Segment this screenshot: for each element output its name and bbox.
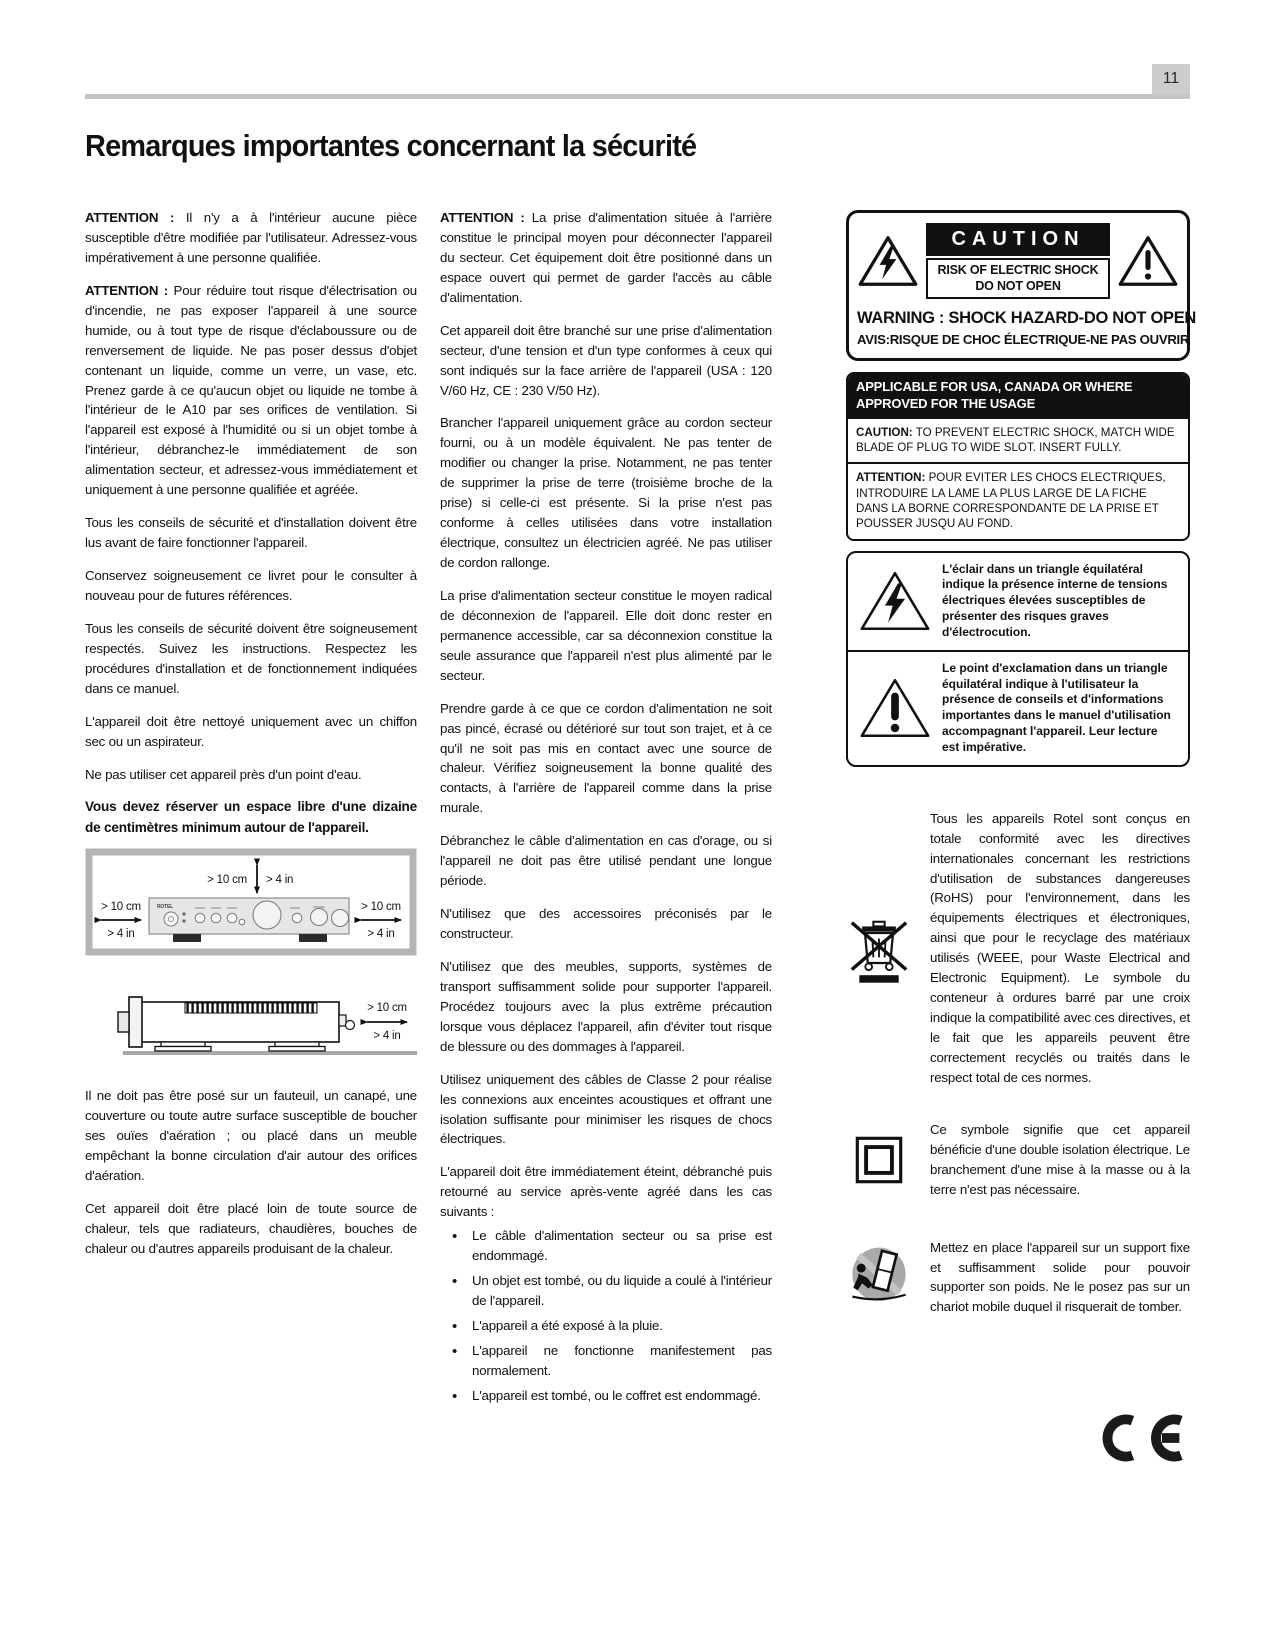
list-item: • L'appareil ne fonctionne manifestement pas normalement.: [450, 1341, 772, 1381]
cart-text: Mettez en place l'appareil sur un support fixe et suffisamment solide pour pouvoir supporter son poids. Ne le posez pas sur un chariot mobile duquel il risquerait de tomber.: [930, 1239, 1190, 1315]
applicable-caution-row: [848, 419, 1188, 463]
avis-text: AVIS:RISQUE DE CHOC ÉLECTRIQUE-NE PAS OUVRIR: [857, 332, 1190, 348]
paragraph-lead: ATTENTION :: [85, 210, 175, 225]
applicable-attention-row: [848, 462, 1188, 538]
paragraph: L'appareil doit être immédiatement éteint, débranché puis retourné au service après-vente agréé dans les cas suivants :: [440, 1164, 772, 1220]
left-column: [85, 208, 417, 1272]
list-item: • Un objet est tombé, ou du liquide a coulé à l'intérieur de l'appareil.: [450, 1271, 772, 1311]
caution-label-box: [846, 210, 1197, 361]
amplifier-side: [118, 997, 355, 1051]
clearance-label-cm: > 10 cm: [361, 901, 401, 914]
exclamation-symbol-row: [848, 650, 1188, 765]
weee-bin-icon: [849, 910, 909, 986]
ce-mark-icon: [1090, 1413, 1190, 1463]
rohs-text: Tous les appareils Rotel sont conçus en totale conformité avec les directives internationales concernant les restrictions d'utilisation de substances dangereuses (RoHS) pour l'environnement, dans les équipements électriques et électroniques, ainsi que pour le recyclage des matériaux utilisés (WEEE, pour Waste Electrical and Electronic Equipment). Le symbole du conteneur à ordures barré par une croix indique la compatibilité avec ces directives, et le fait que les appareils peuvent être correctement recyclés ou traités dans le respect total de ces normes.: [930, 810, 1190, 1085]
risk-line: RISK OF ELECTRIC SHOCK: [937, 263, 1099, 277]
paragraph-text: Il n'y a à l'intérieur aucune pièce susceptible d'être modifiée par l'utilisateur. Adressez-vous impérativement à une personne qualifiée.: [85, 210, 417, 265]
paragraph: Cet appareil doit être branché sur une prise d'alimentation secteur, d'une tension et d'un type conformes à ceux qui sont indiqués sur la face arrière de l'appareil (USA : 120 V/60 Hz, CE : 230 V/50 Hz).: [440, 322, 772, 398]
paragraph-lead: ATTENTION :: [440, 210, 525, 225]
attention-text: POUR EVITER LES CHOCS ELECTRIQUES, INTRODUIRE LA LAME LA PLUS LARGE DE LA FICHE DANS LA BORNE CORRESPONDANTE DE LA PRISE ET POUSSER JUSQU AU FOND.: [856, 471, 1166, 531]
clearance-note: Vous devez réserver un espace libre d'une dizaine de centimètres minimum autour de l'appareil.: [85, 799, 417, 835]
exclamation-triangle-icon: [1117, 233, 1179, 289]
paragraph: Conservez soigneusement ce livret pour le consulter à nouveau pour de futures références.: [85, 568, 417, 603]
caution-lead: CAUTION:: [856, 425, 913, 439]
header-rule: [85, 94, 1190, 99]
brand-label: ROTEL: [157, 904, 173, 911]
symbol-explanation-box: [846, 551, 1190, 767]
paragraph: Ne pas utiliser cet appareil près d'un point d'eau.: [85, 766, 362, 782]
paragraph: Il ne doit pas être posé sur un fauteuil, un canapé, une couverture ou toute autre surface susceptible de boucher ses ouïes d'aération ; ou placé dans un meuble empêchant la bonne circulation d'air autour des orifices d'aération.: [85, 1088, 417, 1183]
risk-text-box: [926, 258, 1110, 299]
cart-warning-block: [846, 1238, 1190, 1318]
lightning-symbol-text: L'éclair dans un triangle équilatéral indique la présence interne de tensions électriques élevées susceptibles de présenter des risques graves d'électrocution.: [942, 561, 1168, 639]
middle-column: [440, 208, 772, 1411]
clearance-label-in: > 4 in: [367, 928, 395, 941]
attention-lead: ATTENTION:: [856, 471, 926, 485]
amplifier-front: [149, 898, 349, 942]
exclamation-symbol-text: Le point d'exclamation dans un triangle équilatéral indique à l'utilisateur la présence de conseils et d'informations importantes dans le manuel d'utilisation accompagnant l'appareil. Leur lecture est impérative.: [942, 660, 1171, 754]
clearance-label-cm: > 10 cm: [101, 901, 141, 914]
ce-mark-wrap: [1090, 1413, 1190, 1469]
paragraph: Tous les conseils de sécurité et d'installation doivent être lus avant de faire fonctionner l'appareil.: [85, 515, 417, 551]
list-item: • L'appareil est tombé, ou le coffret est endommagé.: [450, 1386, 772, 1406]
insulation-text: Ce symbole signifie que cet appareil bénéficie d'une double isolation électrique. Le branchement d'une mise à la masse ou à la terre n'est pas nécessaire.: [930, 1121, 1190, 1197]
paragraph: Prendre garde à ce que ce cordon d'alimentation ne soit pas pincé, écrasé ou détérioré sur tout son trajet, et à ce qu'il ne soit pas mis en contact avec une source de chaleur. Vérifiez soigneusement la bonne qualité des contacts, à l'arrière de l'appareil comme dans la prise murale.: [440, 700, 772, 816]
exclamation-triangle-icon: [858, 675, 932, 741]
paragraph: Utilisez uniquement des câbles de Classe 2 pour réalise les connexions aux enceintes acoustiques et offrant une isolation suffisante pour minimiser les risques de chocs électriques.: [440, 1071, 772, 1147]
paragraph: L'appareil doit être nettoyé uniquement avec un chiffon sec ou un aspirateur.: [85, 713, 417, 749]
double-insulation-icon: [855, 1136, 903, 1184]
rohs-weee-block: [846, 809, 1190, 1088]
paragraph: [440, 208, 772, 308]
risk-line: DO NOT OPEN: [975, 279, 1061, 294]
clearance-label-in: > 4 in: [266, 874, 294, 887]
paragraph: [85, 281, 417, 500]
clearance-side-diagram: [85, 984, 417, 1070]
caution-heading: CAUTION: [926, 223, 1110, 256]
list-item: • L'appareil a été exposé à la pluie.: [450, 1316, 772, 1336]
page-title: Remarques importantes concernant la sécurité: [85, 128, 697, 163]
paragraph-text: Pour réduire tout risque d'électrisation ou d'incendie, ne pas exposer l'appareil à une source humide, ou à tout type de risque d'éclaboussure ou de renversement de liquide. Ne pas poser dessus d'objet contenant un liquide, comme un verre, un vase, etc. Prenez garde à ce qu'aucun objet ou liquide ne tombe à l'intérieur de le A10 par ses orifices de ventilation. Si l'appareil est exposé à l'humidité ou si un objet tombe à l'intérieur, débranchez-le immédiatement de son alimentation secteur, et adressez-vous immédiatement et uniquement à une personne qualifiée et agréée.: [85, 282, 417, 498]
warning-text: WARNING : SHOCK HAZARD-DO NOT OPEN: [857, 308, 1197, 327]
clearance-label-cm: > 10 cm: [367, 1002, 407, 1015]
clearance-label-in: > 4 in: [107, 928, 135, 941]
paragraph: Brancher l'appareil uniquement grâce au cordon secteur fourni, ou à un modèle équivalent. Ne pas tenter de modifier ou changer la prise. Notamment, ne pas tenter de supprimer la prise de terre (troisième broche de la prise) si celle-ci est présente. Si la prise n'est pas conforme à celles utilisées dans votre installation électrique, consultez un électricien agréé. Ne pas utiliser de cordon rallonge.: [440, 415, 772, 570]
paragraph: N'utilisez que des meubles, supports, systèmes de transport suffisamment solide pour supporter l'appareil. Procédez toujours avec la plus extrême précaution lorsque vous déplacez l'appareil, afin d'éviter tout risque de blessure ou des dommages à l'appareil.: [440, 958, 772, 1054]
paragraph-lead: ATTENTION :: [85, 282, 169, 298]
paragraph: Tous les conseils de sécurité doivent être soigneusement respectés. Suivez les instructions. Respectez les procédures d'installation et de fonctionnement indiquées dans ce manuel.: [85, 620, 417, 696]
fault-condition-list: [450, 1226, 772, 1406]
right-column: [846, 210, 1197, 1469]
clearance-label-in: > 4 in: [373, 1030, 401, 1043]
clearance-front-diagram: [85, 848, 417, 956]
lightning-triangle-icon: [857, 233, 919, 289]
caution-text: TO PREVENT ELECTRIC SHOCK, MATCH WIDE BLADE OF PLUG TO WIDE SLOT. INSERT FULLY.: [856, 425, 1175, 455]
page-number: 11: [1152, 64, 1190, 94]
applicable-box: [846, 372, 1190, 541]
paragraph: [85, 208, 417, 268]
paragraph: Débranchez le câble d'alimentation en cas d'orage, ou si l'appareil ne doit pas être utilisé pendant une longue période.: [440, 833, 772, 889]
paragraph: N'utilisez que des accessoires préconisés par le constructeur.: [440, 906, 772, 941]
applicable-header: APPLICABLE FOR USA, CANADA OR WHERE APPROVED FOR THE USAGE: [848, 374, 1188, 419]
lightning-symbol-row: [848, 553, 1188, 650]
lightning-triangle-icon: [858, 568, 932, 634]
paragraph-text: La prise d'alimentation située à l'arrière constitue le principal moyen pour déconnecter l'appareil du secteur. Cet équipement doit être positionné dans un espace ouvert qui permet de garder l'accès au câble d'alimentation.: [440, 210, 772, 305]
paragraph: Cet appareil doit être placé loin de toute source de chaleur, tels que radiateurs, chaudières, bouches de chaleur ou d'autres appareils produisant de la chaleur.: [85, 1200, 417, 1256]
clearance-label-cm: > 10 cm: [207, 874, 247, 887]
double-insulation-block: [846, 1120, 1190, 1200]
paragraph: La prise d'alimentation secteur constitue le moyen radical de déconnexion de l'appareil. Elle doit donc rester en permanence accessible, car sa déconnexion constitue la seule assurance que l'appareil n'est plus alimenté par le secteur.: [440, 587, 772, 683]
tipping-cart-icon: [847, 1244, 911, 1310]
list-item: • Le câble d'alimentation secteur ou sa prise est endommagé.: [450, 1226, 772, 1266]
